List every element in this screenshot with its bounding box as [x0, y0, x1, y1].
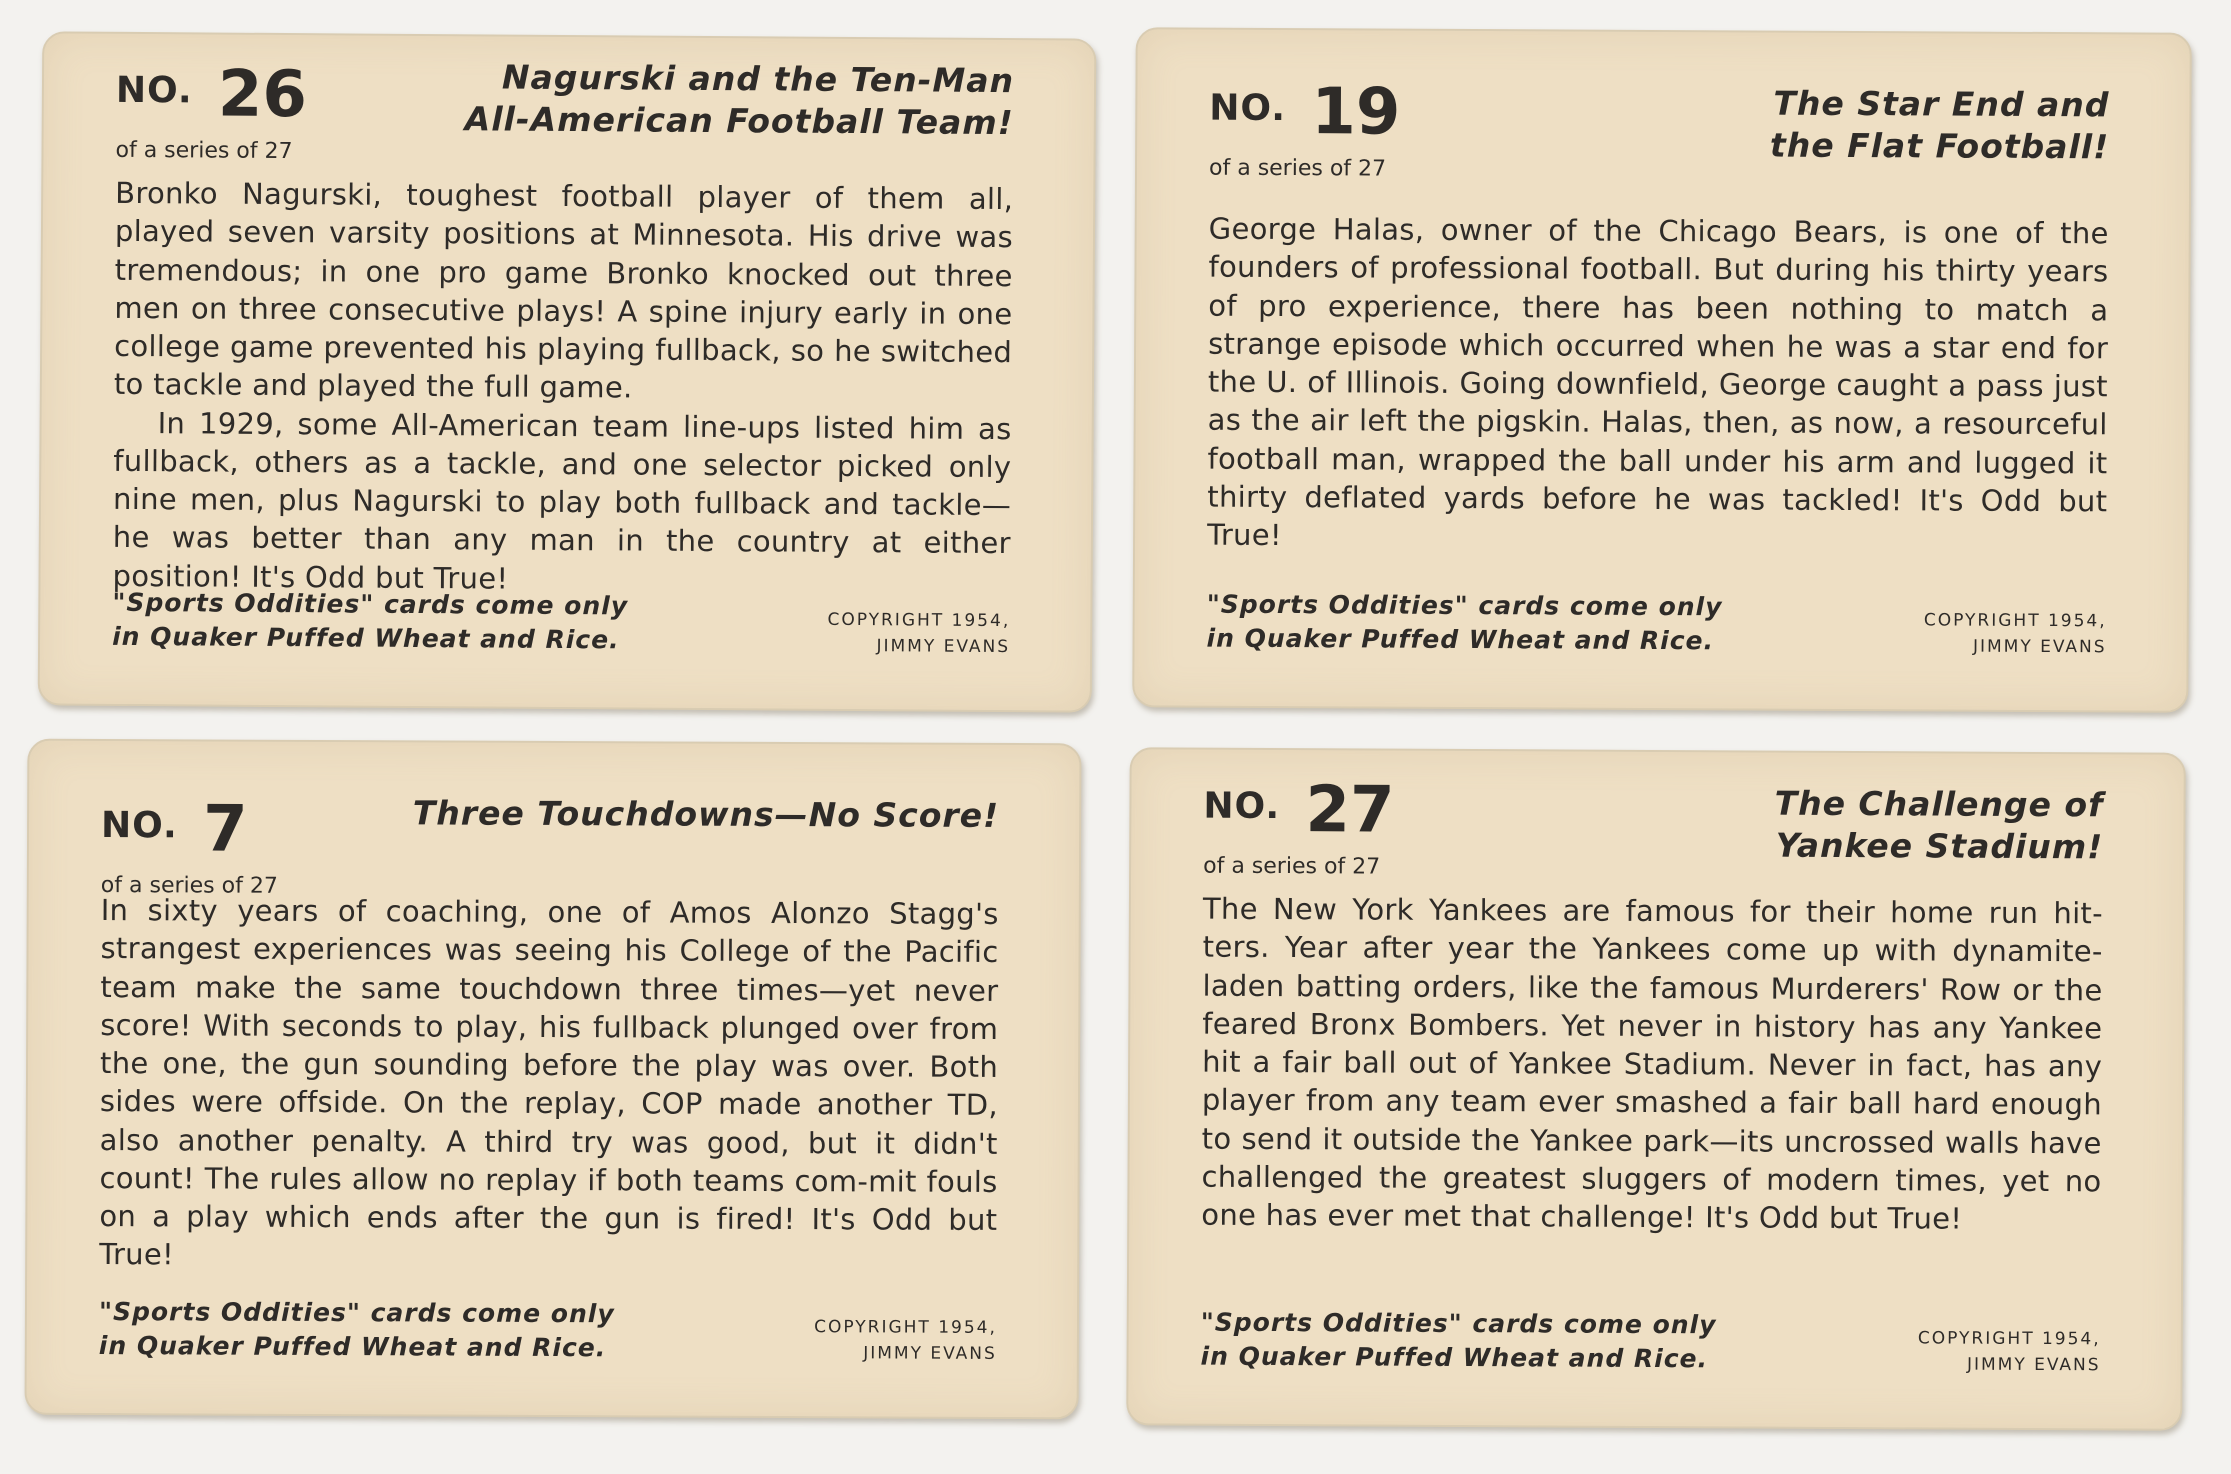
card-copyright — [1924, 607, 2107, 661]
card-no-label: NO. — [1203, 785, 1281, 828]
card-27 — [1126, 747, 2186, 1431]
card-series: of a series of 27 — [1208, 155, 1387, 182]
card-copyright-line: COPYRIGHT 1954, — [1923, 610, 2107, 632]
card-ad-line: in Quaker Puffed Wheat and Rice. — [1200, 1341, 1709, 1374]
card-paragraph: In 1929, some All-American team line-ups listed him as fullback, others as a tackle, and one selector picked only nine men, plus Nagurski to play both fullback and tackle—he was better than any man in the country at either position! It's Odd but True! — [112, 405, 1012, 596]
card-title — [1509, 81, 2109, 169]
card-copyright-line: JIMMY EVANS — [876, 636, 1011, 658]
card-series: of a series of 27 — [1203, 853, 1381, 880]
card-copyright — [814, 1314, 997, 1367]
card-ad — [1207, 588, 1723, 658]
card-header — [100, 741, 1000, 899]
card-ad — [112, 586, 628, 657]
card-no-label: NO. — [115, 69, 193, 112]
card-copyright-line: JIMMY EVANS — [863, 1343, 997, 1365]
card-ad-line: in Quaker Puffed Wheat and Rice. — [98, 1330, 607, 1362]
card-body — [99, 891, 999, 1278]
card-no-label: NO. — [101, 805, 178, 847]
card-copyright-line: COPYRIGHT 1954, — [827, 609, 1011, 632]
card-title-line: The Challenge of — [1774, 783, 2104, 825]
card-footer — [1200, 1306, 2100, 1383]
card-7 — [25, 739, 1082, 1420]
card-footer — [1206, 588, 2106, 665]
card-body — [112, 174, 1013, 601]
card-series: of a series of 27 — [100, 873, 278, 899]
card-copyright-line: JIMMY EVANS — [1966, 1354, 2101, 1376]
card-26 — [38, 31, 1097, 712]
card-no-label: NO. — [1209, 87, 1287, 130]
card-paragraph: George Halas, owner of the Chicago Bears, is one of the founders of professional football. But during his thirty years of pro experience, there has been nothing to match a strange episode which occurred when he was a star end for the U. of Illinois. Going downfield, George caught a pass just as the air left the pigskin. Halas, then, as now, a resourceful football man, wrapped the ball under his arm and lugged it thirty deflated yards before he was tackled! It's Odd but True! — [1207, 211, 2109, 553]
card-paragraph: Bronko Nagurski, toughest football player of them all, played seven varsity positions at Minnesota. His drive was tremendous; in one pro game Bronko knocked out three men on three consecutive plays! A spine injury early in one college game prevented his playing fullback, so he switched to tackle and played the full game. — [113, 175, 1014, 405]
card-copyright — [1918, 1325, 2101, 1379]
card-ad — [99, 1295, 615, 1365]
card-number: 19 — [1311, 75, 1401, 150]
card-copyright — [827, 607, 1010, 661]
card-ad-line: "Sports Oddities" cards come only — [1200, 1307, 1717, 1340]
card-title-line: Nagurski and the Ten-Man — [501, 57, 1015, 101]
card-19 — [1132, 27, 2192, 713]
card-title — [399, 792, 999, 837]
card-copyright-line: COPYRIGHT 1954, — [1917, 1328, 2101, 1350]
card-ad-line: "Sports Oddities" cards come only — [98, 1297, 615, 1329]
card-title-line: Three Touchdowns—No Score! — [412, 793, 1000, 835]
card-number: 26 — [217, 57, 308, 133]
card-title-line: Yankee Stadium! — [1775, 825, 2104, 867]
card-ad-line: "Sports Oddities" cards come only — [1206, 589, 1723, 622]
card-number: 27 — [1305, 773, 1395, 848]
card-body — [1207, 210, 2109, 559]
card-paragraph: The New York Yankees are famous for their home run hit-ters. Year after year the Yankees come up with dynamite-laden batting orders, like the famous Murderers' Row or the feared Bronx Bombers. Yet never in history has any Yankee hit a fair ball out of Yankee Stadium. Never in fact, has any player from any team ever smashed a fair ball hard enough to send it outside the Yankee park—its uncrossed walls have challenged the greatest sluggers of modern times, yet no one has ever met that challenge! It's Odd but True! — [1201, 891, 2104, 1236]
card-title-line: The Star End and — [1773, 83, 2110, 125]
card-number: 7 — [202, 792, 248, 867]
card-title — [1503, 781, 2103, 869]
card-ad-line: in Quaker Puffed Wheat and Rice. — [1206, 623, 1715, 656]
card-series: of a series of 27 — [115, 137, 293, 165]
card-ad-line: "Sports Oddities" cards come only — [112, 587, 629, 621]
card-header — [1209, 30, 2110, 215]
card-copyright-line: JIMMY EVANS — [1972, 636, 2107, 658]
card-ad — [1201, 1306, 1717, 1376]
card-header — [1203, 750, 2104, 895]
card-copyright-line: COPYRIGHT 1954, — [814, 1317, 997, 1338]
card-paragraph: In sixty years of coaching, one of Amos Alonzo Stagg's strangest experiences was seeing his College of the Pacific team make the same touchdown three times—yet never score! With seconds to play, his fullback plunged over from the one, the gun sounding before the play was over. Both sides were offside. On the replay, COP made another TD, also another penalty. A third try was good, but it didn't count! The rules allow no replay if both teams com-mit fouls on a play which ends after the gun is fired! It's Odd but True! — [99, 893, 999, 1272]
card-ad-line: in Quaker Puffed Wheat and Rice. — [112, 621, 620, 655]
card-footer — [99, 1295, 997, 1371]
card-footer — [112, 586, 1010, 664]
card-title-line: All-American Football Team! — [464, 99, 1014, 143]
card-title — [414, 56, 1015, 145]
card-title-line: the Flat Football! — [1769, 125, 2110, 167]
card-body — [1201, 890, 2103, 1239]
card-header — [115, 34, 1014, 180]
